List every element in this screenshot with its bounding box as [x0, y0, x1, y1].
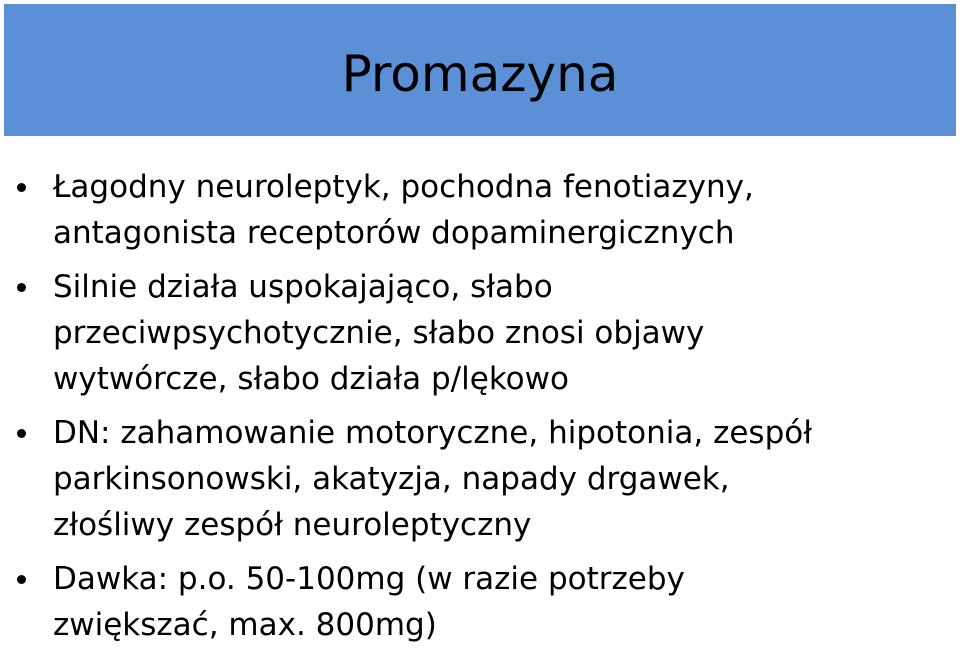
bullet-line: wytwórcze, słabo działa p/lękowo — [53, 361, 569, 397]
bullet-line: Dawka: p.o. 50-100mg (w razie potrzeby — [53, 561, 685, 597]
bullet-dot-icon — [17, 283, 26, 292]
bullet-line: parkinsonowski, akatyzja, napady drgawek, — [53, 461, 730, 497]
bullet-dot-icon — [17, 183, 26, 192]
bullet-item — [0, 410, 960, 548]
bullet-line: antagonista receptorów dopaminergicznych — [53, 215, 735, 251]
bullet-dot-icon — [17, 429, 26, 438]
bullet-item — [0, 556, 960, 648]
bullet-line: DN: zahamowanie motoryczne, hipotonia, zespół — [53, 415, 813, 451]
title-bar — [4, 4, 956, 136]
bullet-line: Silnie działa uspokajająco, słabo — [53, 269, 553, 305]
bullet-line: zwiększać, max. 800mg) — [53, 607, 437, 643]
bullet-line: Łagodny neuroleptyk, pochodna fenotiazyny, — [53, 169, 754, 205]
bullet-dot-icon — [17, 575, 26, 584]
bullet-line: przeciwpsychotycznie, słabo znosi objawy — [53, 315, 705, 351]
bullet-item — [0, 264, 960, 402]
bullet-item — [0, 164, 960, 256]
bullet-list — [0, 164, 960, 656]
bullet-line: złośliwy zespół neuroleptyczny — [53, 507, 532, 543]
slide-title: Promazyna — [341, 45, 619, 103]
